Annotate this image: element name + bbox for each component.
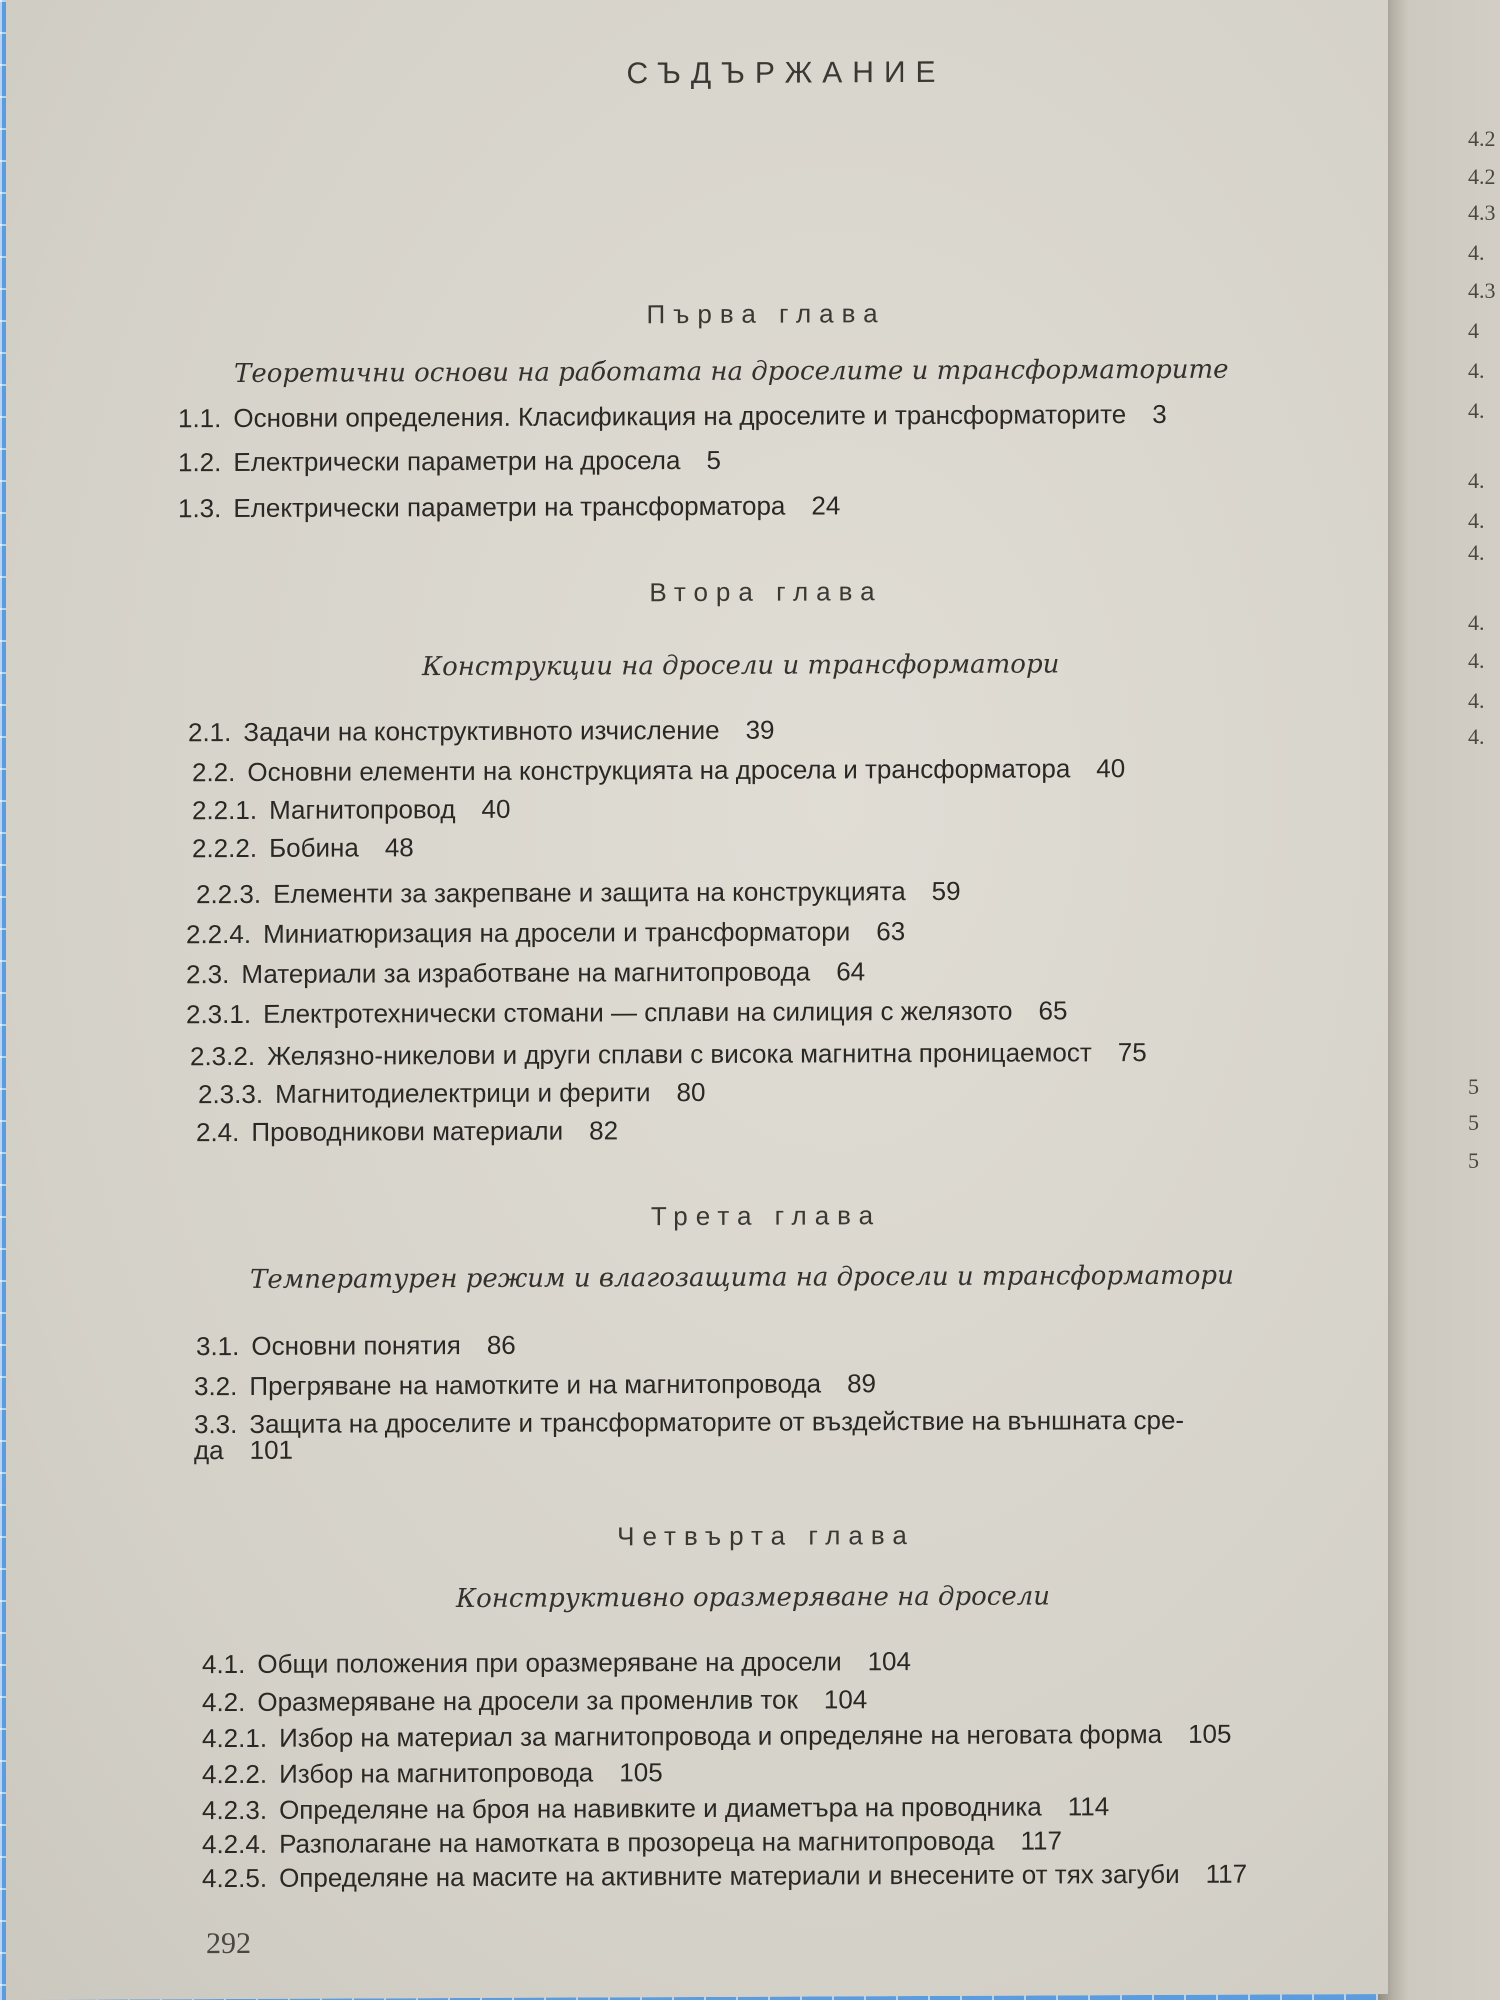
toc-entry-text: Оразмеряване на дросели за променлив ток bbox=[257, 1684, 798, 1717]
toc-entry-page: 101 bbox=[249, 1434, 294, 1465]
toc-entry bbox=[186, 995, 1067, 1030]
table-of-contents bbox=[6, 0, 1388, 2000]
toc-entry-page: 65 bbox=[1038, 995, 1068, 1026]
toc-entry bbox=[186, 956, 865, 990]
toc-entry-page: 59 bbox=[931, 875, 961, 906]
toc-entry-number: 2.2. bbox=[192, 756, 236, 788]
toc-entry-text: Магнитодиелектрици и ферити bbox=[275, 1077, 651, 1109]
toc-entry-text: Общи положения при оразмеряване на дросели bbox=[257, 1646, 842, 1679]
toc-entry-page: 48 bbox=[384, 832, 414, 863]
toc-entry-number: 2.1. bbox=[188, 717, 232, 748]
toc-entry bbox=[198, 1077, 705, 1110]
toc-entry-page: 63 bbox=[876, 916, 906, 947]
toc-entry-text: да bbox=[194, 1435, 224, 1466]
toc-entry-page: 80 bbox=[676, 1076, 706, 1108]
facing-page-number: 4. bbox=[1468, 358, 1485, 383]
toc-entry-number: 2.4. bbox=[196, 1116, 240, 1148]
book-page bbox=[6, 0, 1388, 2000]
toc-entry-number: 2.3.2. bbox=[190, 1040, 256, 1072]
toc-entry bbox=[194, 1435, 293, 1466]
toc-entry-text: Елементи за закрепване и защита на конструкцията bbox=[273, 876, 906, 909]
toc-entry-number: 3.2. bbox=[194, 1370, 238, 1402]
toc-entry bbox=[194, 1368, 876, 1402]
toc-entry-number: 3.3. bbox=[194, 1408, 238, 1440]
toc-entry-page: 24 bbox=[811, 490, 841, 521]
toc-entry-number: 4.1. bbox=[202, 1648, 246, 1680]
toc-entry-text: Миниатюризация на дросели и трансформатори bbox=[263, 916, 851, 949]
toc-entry-text: Определяне на масите на активните материали и внесените от тях загуби bbox=[279, 1858, 1180, 1893]
toc-entry-text: Желязно-никелови и други сплави с висока магнитна проницаемост bbox=[267, 1037, 1092, 1071]
toc-entry-text: Основни понятия bbox=[251, 1330, 461, 1361]
chapter-subtitle: Теоретични основи на работата на дроселите и трансформаторите bbox=[234, 354, 1229, 390]
toc-entry-text: Електрически параметри на дросела bbox=[233, 445, 681, 478]
toc-entry bbox=[178, 445, 721, 478]
toc-entry-number: 2.3.1. bbox=[186, 998, 252, 1030]
chapter-heading: Четвърта глава bbox=[617, 1520, 915, 1552]
toc-entry-page: 5 bbox=[706, 444, 721, 475]
toc-entry bbox=[188, 715, 775, 749]
facing-page-number: 4. bbox=[1468, 398, 1485, 423]
toc-entry-number: 4.2.4. bbox=[202, 1828, 268, 1860]
chapter-subtitle: Конструктивно оразмеряване на дросели bbox=[456, 1581, 1051, 1615]
toc-entry-page: 104 bbox=[823, 1684, 868, 1715]
toc-entry-page: 3 bbox=[1152, 398, 1167, 429]
toc-entry-text: Основни елементи на конструкцията на дросела и трансформатора bbox=[247, 753, 1071, 787]
toc-entry bbox=[196, 1330, 516, 1362]
facing-page-number: 4.2 bbox=[1468, 126, 1496, 151]
chapter-heading: Трета глава bbox=[650, 1200, 882, 1232]
toc-entry bbox=[196, 876, 961, 910]
toc-entry-number: 4.2.1. bbox=[202, 1722, 268, 1754]
facing-page-number: 4. bbox=[1468, 508, 1485, 533]
toc-entry-page: 75 bbox=[1117, 1037, 1147, 1068]
toc-entry bbox=[196, 1115, 618, 1148]
toc-entry-page: 117 bbox=[1205, 1858, 1248, 1889]
toc-entry bbox=[202, 1825, 1062, 1860]
toc-entry-text: Бобина bbox=[269, 832, 359, 863]
toc-entry-text: Определяне на броя на навивките и диаметъра на проводника bbox=[279, 1791, 1042, 1825]
toc-entry-number: 2.2.2. bbox=[192, 832, 258, 864]
toc-entry-number: 1.1. bbox=[178, 403, 222, 434]
toc-entry bbox=[178, 490, 840, 524]
toc-entry-text: Материали за изработване на магнитопровода bbox=[241, 956, 811, 989]
facing-page-number: 4.3 bbox=[1468, 200, 1496, 225]
toc-entry-text: Избор на материал за магнитопровода и определяне на неговата форма bbox=[279, 1718, 1163, 1753]
toc-entry-text: Избор на магнитопровода bbox=[279, 1757, 594, 1789]
facing-page-number: 4. bbox=[1468, 648, 1485, 673]
chapter-subtitle: Конструкции на дросели и трансформатори bbox=[422, 649, 1060, 683]
toc-entry-page: 117 bbox=[1020, 1825, 1062, 1856]
toc-entry-text: Разполагане на намотката в прозореца на магнитопровода bbox=[279, 1825, 995, 1859]
toc-entry-number: 4.2.5. bbox=[202, 1862, 268, 1894]
toc-entry-text: Прегряване на намотките и на магнитопровода bbox=[249, 1368, 822, 1401]
chapter-heading: Първа глава bbox=[646, 298, 886, 330]
toc-entry bbox=[202, 1757, 663, 1790]
toc-entry-number: 4.2.3. bbox=[202, 1794, 268, 1826]
facing-page-number: 4. bbox=[1468, 540, 1485, 565]
toc-entry-number: 1.2. bbox=[178, 447, 222, 478]
toc-entry-page: 40 bbox=[481, 793, 511, 824]
toc-entry-text: Магнитопровод bbox=[269, 794, 456, 825]
toc-entry-number: 2.2.1. bbox=[192, 794, 258, 826]
toc-entry-number: 4.2. bbox=[202, 1686, 246, 1718]
toc-entry-text: Защита на дроселите и трансформаторите от въздействие на външната сре- bbox=[249, 1404, 1185, 1439]
facing-page-number: 4 bbox=[1468, 318, 1479, 343]
toc-entry bbox=[192, 753, 1125, 788]
toc-entry-page: 40 bbox=[1096, 753, 1126, 784]
toc-entry bbox=[190, 1037, 1147, 1072]
toc-entry-text: Електрически параметри на трансформатора bbox=[233, 490, 786, 524]
toc-entry-page: 104 bbox=[867, 1646, 911, 1677]
facing-page-number: 4.3 bbox=[1468, 278, 1496, 303]
toc-entry bbox=[202, 1719, 1231, 1754]
toc-entry-page: 86 bbox=[486, 1329, 516, 1360]
facing-page-number: 4.2 bbox=[1468, 164, 1496, 189]
toc-entry-text: Електротехнически стомани — сплави на силиция с желязото bbox=[263, 995, 1013, 1029]
page-title: СЪДЪРЖАНИЕ bbox=[626, 55, 946, 91]
toc-entry-page: 105 bbox=[619, 1757, 663, 1788]
toc-entry-page: 64 bbox=[836, 956, 866, 987]
facing-page-number: 4. bbox=[1468, 468, 1485, 493]
toc-entry-number: 2.2.4. bbox=[186, 918, 252, 950]
toc-entry-number: 2.3. bbox=[186, 959, 230, 990]
toc-entry bbox=[178, 399, 1167, 434]
facing-page-number: 5 bbox=[1468, 1148, 1479, 1173]
toc-entry-number: 4.2.2. bbox=[202, 1758, 268, 1790]
toc-entry-number: 1.3. bbox=[178, 493, 222, 524]
chapter-subtitle: Температурен режим и влагозащита на дросели и трансформатори bbox=[250, 1260, 1234, 1295]
toc-entry-page: 89 bbox=[847, 1368, 876, 1399]
facing-page-number: 4. bbox=[1468, 610, 1485, 635]
toc-entry bbox=[192, 794, 510, 826]
facing-page-number: 5 bbox=[1468, 1110, 1479, 1135]
toc-entry bbox=[202, 1859, 1247, 1895]
toc-entry-number: 3.1. bbox=[196, 1330, 240, 1362]
toc-entry-text: Основни определения. Класификация на дроселите и трансформаторите bbox=[233, 399, 1127, 434]
toc-entry-page: 39 bbox=[745, 714, 775, 745]
facing-page-number: 5 bbox=[1468, 1074, 1479, 1099]
facing-page-number: 4. bbox=[1468, 240, 1485, 265]
toc-entry bbox=[202, 1684, 867, 1718]
toc-entry bbox=[202, 1646, 911, 1680]
toc-entry-text: Задачи на конструктивното изчисление bbox=[243, 714, 720, 747]
toc-entry bbox=[194, 1405, 1184, 1440]
toc-entry-page: 105 bbox=[1188, 1718, 1232, 1749]
toc-entry-page: 82 bbox=[589, 1115, 619, 1146]
toc-entry bbox=[202, 1791, 1109, 1826]
toc-entry bbox=[186, 916, 905, 950]
toc-entry-number: 2.3.3. bbox=[198, 1078, 264, 1110]
toc-entry-number: 2.2.3. bbox=[196, 878, 262, 910]
facing-page-number: 4. bbox=[1468, 724, 1485, 749]
page-number: 292 bbox=[206, 1926, 251, 1961]
facing-page-number: 4. bbox=[1468, 688, 1485, 713]
chapter-heading: Втора глава bbox=[649, 576, 883, 608]
toc-entry-page: 114 bbox=[1067, 1791, 1110, 1822]
toc-entry bbox=[192, 832, 414, 864]
toc-entry-text: Проводникови материали bbox=[251, 1115, 564, 1147]
